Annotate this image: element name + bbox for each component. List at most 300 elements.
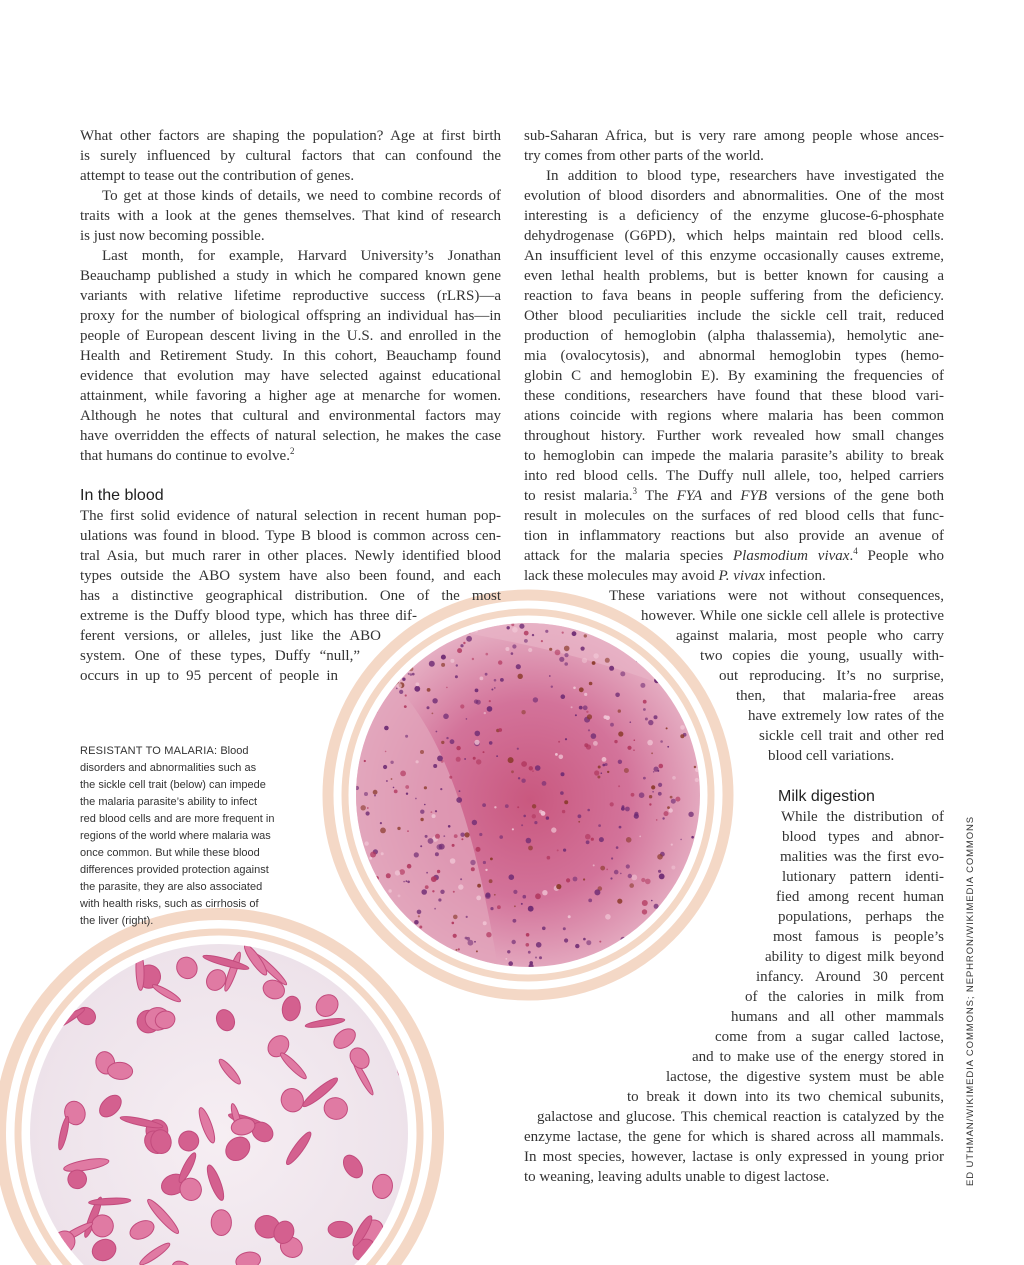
tissue-dot [406,793,408,795]
col2-line: In most species, however, lactase is only expressed in young prior [524,1149,944,1165]
tissue-dot [680,734,684,738]
tissue-dot [651,900,653,902]
tissue-dot [621,807,625,811]
tissue-dot [380,828,386,834]
col1-line: system. One of these types, Duffy “null,” [80,648,360,664]
tissue-dot [559,657,564,662]
tissue-dot [382,640,388,646]
tissue-dot [642,900,648,906]
col2-line: While the distribution of [781,809,944,825]
col2-line: against malaria, most people who carry [676,628,944,644]
tissue-dot [456,757,461,762]
tissue-dot [427,688,431,692]
col2-line: even lethal health problems, but is better known for causing a [524,268,944,284]
tissue-dot [404,705,407,708]
col1-line: is just now becoming possible. [80,228,265,244]
col2-line: In addition to blood type, researchers have investigated the [546,168,944,184]
tissue-dot [526,943,530,947]
tissue-dot [357,882,360,885]
sickle-cell-photo [17,933,422,1265]
tissue-dot [551,827,556,832]
tissue-dot [615,693,620,698]
tissue-dot [513,919,517,923]
tissue-dot [425,835,428,838]
tissue-dot [512,940,516,944]
tissue-dot [614,740,617,743]
tissue-dot [505,958,507,960]
tissue-dot [575,714,577,716]
species-name: P. vivax [718,568,765,584]
tissue-dot [421,889,427,895]
tissue-dot [518,674,523,679]
tissue-dot [406,880,408,882]
tissue-dot [631,793,635,797]
tissue-dot [373,790,378,795]
tissue-dot [573,687,576,690]
tissue-dot [653,771,655,773]
gene-name: FYA [676,488,703,504]
col1-line: is surely influenced by cultural factors that can confound the [80,148,501,164]
tissue-dot [435,852,439,856]
tissue-dot [455,675,458,678]
tissue-dot [640,683,645,688]
tissue-dot [420,845,422,847]
tissue-dot [564,965,566,967]
tissue-dot [524,631,529,636]
line-text: versions of the gene both [767,488,944,504]
tissue-dot [687,897,690,900]
tissue-dot [496,755,498,757]
tissue-dot [684,656,690,662]
tissue-dot [450,858,456,864]
tissue-dot [498,660,502,664]
tissue-dot [412,673,415,676]
tissue-dot [394,790,398,794]
tissue-dot [606,869,608,871]
tissue-dot [523,895,527,899]
tissue-dot [385,637,390,642]
tissue-dot [695,778,699,782]
tissue-dot [672,776,676,780]
col2-line: throughout history. Further work revealed how small changes [524,428,944,444]
tissue-dot [364,760,366,762]
tissue-dot [675,797,680,802]
tissue-dot [397,683,402,688]
section-heading-blood: In the blood [80,487,164,504]
tissue-dot [377,962,380,965]
tissue-dot [453,891,455,893]
tissue-dot [586,711,588,713]
tissue-dot [526,838,532,844]
tissue-dot [437,870,440,873]
tissue-dot [465,832,470,837]
col1-line: evidence that evolution may have selected against educational [80,368,501,384]
caption-line: with health risks, such as cirrhosis of [80,898,259,910]
col2-line: production of hemoglobin (alpha thalassemia), hemolytic ane- [524,328,944,344]
tissue-dot [474,699,478,703]
tissue-dot [686,868,689,871]
tissue-dot [591,838,594,841]
tissue-dot [485,673,488,676]
tissue-dot [620,671,625,676]
tissue-dot [586,940,591,945]
tissue-dot [420,810,424,814]
tissue-dot [476,847,481,852]
caption-line: red blood cells and are more frequent in [80,813,275,825]
col2-line: reaction to fava beans in people suffering from the deficiency. [524,288,944,304]
col2-line: sickle cell trait and other red [759,728,944,744]
tissue-dot [561,694,566,699]
photo-caption [80,743,310,930]
tissue-dot [545,630,548,633]
tissue-dot [605,658,610,663]
tissue-dot [476,950,478,952]
caption-line: the liver (right). [80,915,154,927]
tissue-dot [583,938,586,941]
tissue-dot [441,663,445,667]
tissue-dot [643,777,646,780]
col2-line [524,546,944,566]
tissue-dot [694,847,699,852]
tissue-dot [483,921,487,925]
tissue-dot [662,817,664,819]
tissue-dot [511,652,514,655]
tissue-dot [432,814,436,818]
tissue-dot [460,704,464,708]
tissue-dot [432,713,434,715]
tissue-dot [453,915,458,920]
tissue-dot [499,835,503,839]
tissue-dot [490,907,493,910]
tissue-dot [424,804,426,806]
col1-line: ulations was found in blood. Type B blood is common across cen- [80,528,501,544]
tissue-dot [434,624,437,627]
tissue-dot [397,827,400,830]
tissue-dot [435,834,440,839]
caption-line: the sickle cell trait (below) can impede [80,779,266,791]
tissue-dot [517,806,519,808]
tissue-dot [446,687,448,689]
tissue-dot [667,806,670,809]
tissue-dot [427,706,430,709]
line-text: lack these molecules may avoid [524,568,719,584]
tissue-dot [466,636,472,642]
tissue-dot [564,646,570,652]
tissue-dot [573,877,578,882]
tissue-dot [367,807,369,809]
tissue-dot [425,885,429,889]
tissue-dot [672,952,674,954]
tissue-dot [624,768,629,773]
tissue-dot [549,648,552,651]
tissue-dot [599,837,604,842]
tissue-dot [639,836,641,838]
tissue-dot [547,856,551,860]
tissue-dot [634,739,636,741]
tissue-dot [542,927,546,931]
col1-line: types outside the ABO system have also been found, and each [80,568,501,584]
tissue-dot [355,786,359,790]
tissue-dot [579,706,583,710]
tissue-dot [456,746,460,750]
tissue-dot [541,811,546,816]
tissue-dot [568,915,571,918]
tissue-dot [454,834,458,838]
col1-line: What other factors are shaping the population? Age at first birth [80,128,501,144]
col1-line: attempt to tease out the contribution of genes. [80,168,355,184]
tissue-dot [408,673,410,675]
tissue-dot [474,941,476,943]
tissue-dot [535,765,541,771]
tissue-dot [458,948,460,950]
tissue-dot [602,764,605,767]
red-blood-cell [26,933,55,962]
tissue-dot [566,878,570,882]
tissue-dot [472,658,474,660]
tissue-dot [521,824,523,826]
col1-line: Last month, for example, Harvard University’s Jonathan [102,248,501,264]
tissue-dot [609,666,614,671]
tissue-dot [477,962,480,965]
gene-name: FYB [740,488,767,504]
tissue-dot [500,678,504,682]
tissue-dot [643,708,646,711]
col2-line: enzyme lactase, the gene for which is shared across all mammals. [524,1129,944,1145]
tissue-dot [695,768,699,772]
caption-line: disorders and abnormalities such as [80,762,257,774]
tissue-dot [489,741,493,745]
tissue-dot [490,858,493,861]
tissue-dot [390,761,393,764]
col2-line: ability to digest milk beyond [765,949,944,965]
tissue-dot [391,956,394,959]
tissue-dot [626,864,630,868]
tissue-dot [610,877,612,879]
tissue-dot [564,662,568,666]
tissue-dot [486,932,491,937]
tissue-dot [453,934,457,938]
line-text: The [637,488,677,504]
tissue-dot [671,844,673,846]
tissue-dot [621,937,626,942]
tissue-dot [532,814,536,818]
tissue-dot [533,697,538,702]
line-text: to resist malaria. [524,488,633,504]
tissue-dot [631,875,637,881]
tissue-dot [669,808,673,812]
footnote-ref: 2 [289,446,295,456]
tissue-dot [420,750,424,754]
tissue-dot [395,870,400,875]
tissue-dot [475,629,478,632]
tissue-dot [546,816,549,819]
tissue-dot [679,653,681,655]
col2-line: these conditions, researchers have found that these blood vari- [524,388,944,404]
tissue-dot [452,844,455,847]
tissue-dot [513,890,517,894]
tissue-dot [542,890,547,895]
line-text: infection. [764,568,826,584]
tissue-dot [586,840,590,844]
tissue-dot [526,933,530,937]
red-blood-cell [17,961,43,985]
tissue-dot [476,896,481,901]
tissue-dot [549,675,551,677]
tissue-dot [680,725,685,730]
tissue-dot [598,952,601,955]
caption-line: the malaria parasite’s ability to infect [80,796,258,808]
tissue-dot [559,755,564,760]
tissue-dot [563,927,566,930]
tissue-dot [485,869,487,871]
tissue-dot [460,878,462,880]
tissue-dot [564,653,568,657]
tissue-dot [387,948,390,951]
tissue-dot [459,790,461,792]
tissue-dot [555,650,561,656]
tissue-dot [458,884,463,889]
tissue-dot [659,874,665,880]
tissue-dot [419,926,422,929]
tissue-dot [519,624,524,629]
tissue-dot [414,637,420,643]
tissue-dot [456,797,462,803]
tissue-dot [375,876,379,880]
col2-line: populations, perhaps the [778,909,944,925]
tissue-dot [643,700,647,704]
tissue-dot [594,889,600,895]
tissue-dot [604,715,608,719]
col2-line: come from a sugar called lactose, [715,1029,944,1045]
tissue-dot [507,626,510,629]
tissue-dot [409,667,414,672]
tissue-dot [535,893,541,899]
tissue-dot [666,897,670,901]
species-name: Plasmodium vivax [732,548,850,564]
tissue-dot [611,857,613,859]
tissue-dot [524,639,528,643]
tissue-dot [369,935,371,937]
col1-line: Although he notes that cultural and environmental factors may [80,408,501,424]
tissue-dot [658,870,661,873]
tissue-dot [475,731,481,737]
caption-line: the parasite, they are also associated [80,881,263,893]
tissue-dot [555,753,558,756]
tissue-dot [584,634,587,637]
tissue-dot [660,681,662,683]
tissue-dot [564,800,568,804]
tissue-dot [369,857,372,860]
line-text: . [849,548,854,564]
col2-line: of the calories in milk from [745,989,944,1005]
tissue-dot [579,687,584,692]
tissue-dot [400,771,406,777]
tissue-dot [589,682,593,686]
tissue-dot [516,664,521,669]
line-text: and [702,488,741,504]
tissue-dot [610,723,614,727]
tissue-dot [414,920,419,925]
tissue-dot [374,709,378,713]
tissue-dot [680,839,682,841]
tissue-dot [618,731,623,736]
tissue-dot [667,746,669,748]
tissue-dot [485,893,491,899]
tissue-dot [587,714,592,719]
tissue-dot [656,819,658,821]
tissue-dot [414,686,420,692]
col2-line: tion in inflammatory reactions but also provide an avenue of [524,528,944,544]
col2-line: evolution of blood disorders and abnormalities. One of the most [524,188,944,204]
tissue-dot [583,705,588,710]
col2-line: lactose, the digestive system must be able [666,1069,944,1085]
tissue-dot [521,761,527,767]
tissue-dot [529,964,534,969]
red-blood-cell [328,1221,353,1238]
tissue-dot [396,688,398,690]
tissue-dot [494,687,496,689]
tissue-dot [658,792,662,796]
tissue-dot [405,694,407,696]
line-text: People who [857,548,944,564]
tissue-dot [580,625,582,627]
tissue-dot [428,838,434,844]
tissue-dot [448,825,451,828]
tissue-dot [429,661,435,667]
tissue-dot [605,914,611,920]
tissue-dot [600,866,605,871]
col1-line: ferent versions, or alleles, just like the ABO [80,628,381,644]
tissue-dot [389,626,394,631]
tissue-dot [511,623,514,626]
tissue-dot [440,890,444,894]
tissue-dot [616,846,619,849]
tissue-dot [417,910,422,915]
tissue-dot [514,905,516,907]
tissue-dot [588,729,590,731]
tissue-dot [599,941,601,943]
tissue-dot [585,834,591,840]
tissue-dot [432,890,434,892]
col2-line: however. While one sickle cell allele is protective [641,608,944,624]
tissue-dot [452,922,455,925]
tissue-dot [441,655,446,660]
tissue-dot [598,766,601,769]
tissue-dot [448,952,450,954]
tissue-dot [584,693,587,696]
col2-line: These variations were not without consequences, [609,588,944,604]
tissue-dot [399,690,403,694]
tissue-dot [591,733,597,739]
tissue-dot [369,688,371,690]
tissue-dot [472,820,477,825]
tissue-dot [398,627,400,629]
tissue-dot [483,861,486,864]
tissue-dot [511,770,514,773]
tissue-dot [691,836,694,839]
caption-text: Blood [217,745,249,757]
tissue-dot [463,642,465,644]
tissue-dot [494,806,496,808]
tissue-dot [629,883,634,888]
tissue-dot [539,956,542,959]
photo-credit: ED UTHMAN/WIKIMEDIA COMMONS; NEPHRON/WIKIMEDIA COMMONS [965,815,976,1186]
tissue-dot [393,787,395,789]
col2-line: An insufficient level of this enzyme occasionally causes extreme, [524,248,944,264]
col1-line: The first solid evidence of natural selection in recent human pop- [80,508,501,524]
tissue-dot [645,718,648,721]
tissue-dot [671,866,675,870]
